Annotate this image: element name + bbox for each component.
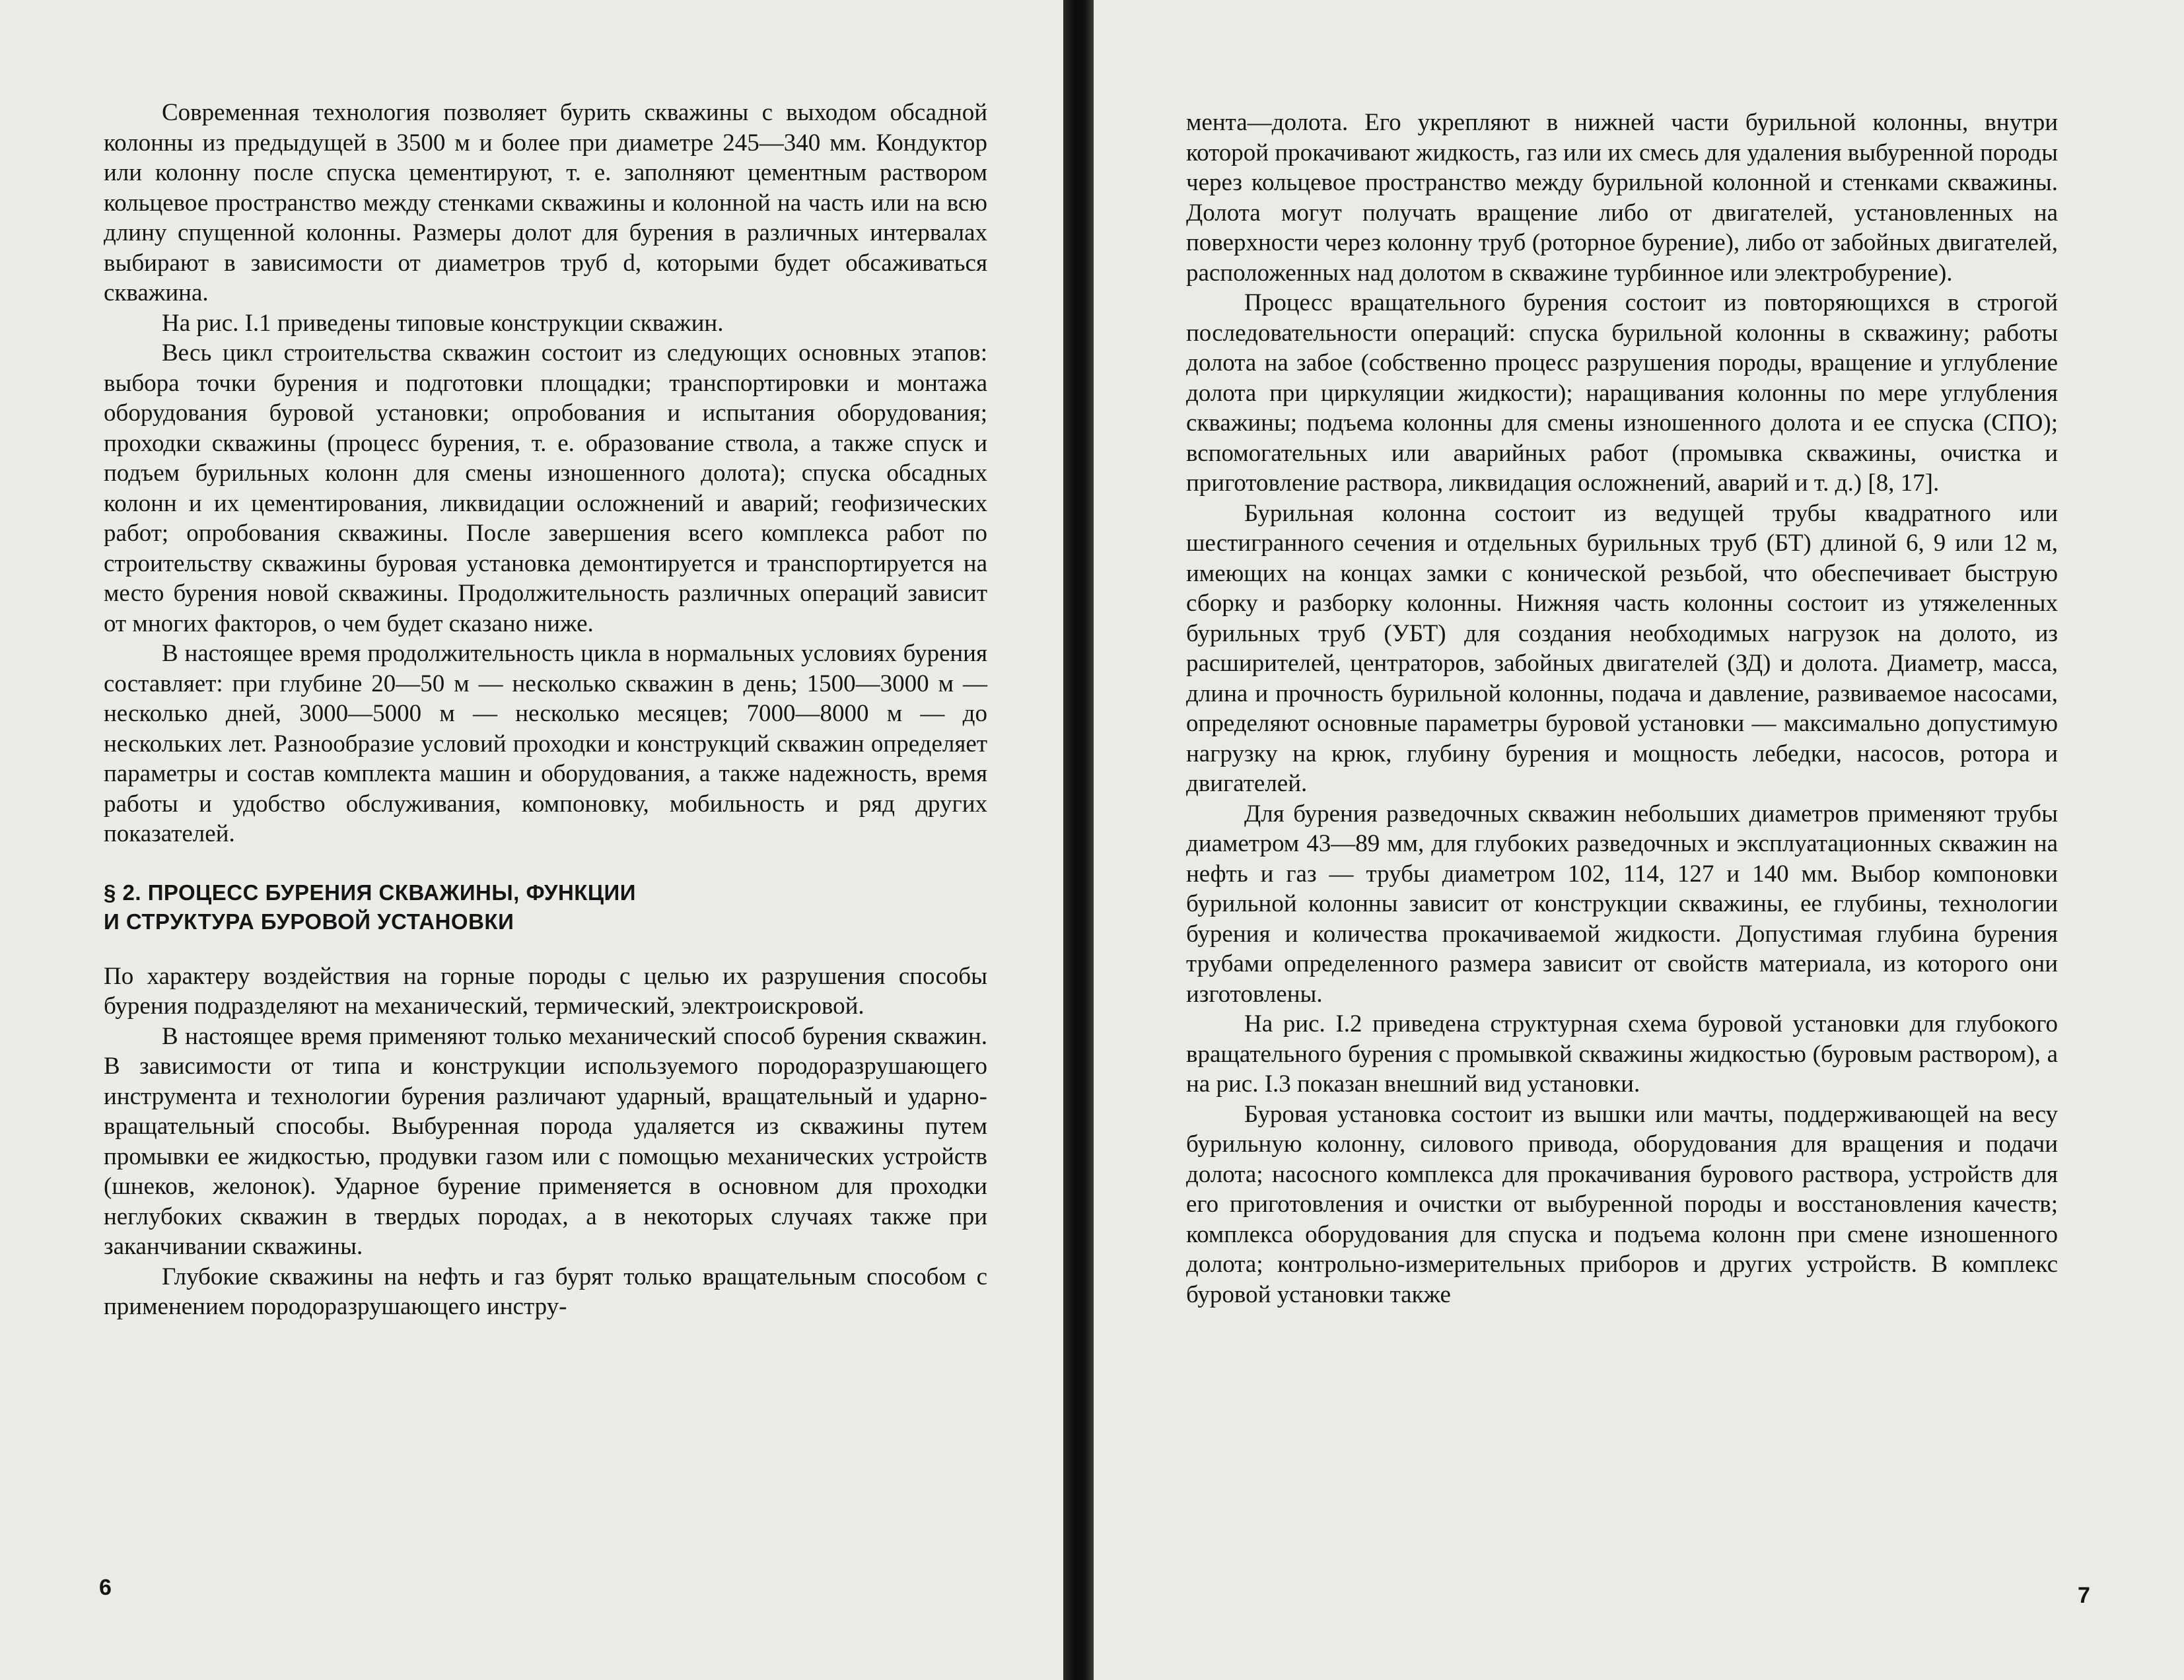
paragraph: Процесс вращательного бурения состоит из повторяющихся в строгой последовательности операций: спуска бурильной колонны в скважину; работы долота на забое (собственно процесс разрушения породы, вращение и углубление долота при циркуляции жидкости); наращивания колонны по мере углубления скважины; подъема колонны для смены изношенного долота и ее спуска (СПО); вспомогательных или аварийных работ (промывка скважины, очистка и приготовление раствора, ликвидация осложнений, аварий и т. д.) [8, 17]. — [1186, 289, 2058, 497]
paragraph: мента—долота. Его укрепляют в нижней части бурильной колонны, внутри которой прокачивают жидкость, газ или их смесь для удаления выбуренной породы через кольцевое пространство между бурильной колонной и стенками скважины. Долота могут получать вращение либо от двигателей, установленных на поверхности через колонну труб (роторное бурение), либо от забойных двигателей, расположенных над долотом в скважине турбинное или электробурение). — [1186, 109, 2058, 287]
paragraph: Буровая установка состоит из вышки или мачты, поддерживающей на весу бурильную колонну, силового привода, оборудования для вращения и подачи долота; насосного комплекса для прокачивания бурового раствора, устройств для его приготовления и очистки от выбуренной породы и восстановления качеств; комплекса оборудования для спуска и подъема колонн при смене изношенного долота; контрольно-измерительных приборов и других устройств. В комплекс буровой установки также — [1186, 1100, 2058, 1308]
paragraph: На рис. I.2 приведена структурная схема буровой установки для глубокого вращательного бурения с промывкой скважины жидкостью (буровым раствором), а на рис. I.3 показан внешний вид установки. — [1186, 1010, 2058, 1098]
section-heading-line-1: § 2. ПРОЦЕСС БУРЕНИЯ СКВАЖИНЫ, ФУНКЦИИ — [104, 880, 636, 905]
paragraph: Современная технология позволяет бурить скважины с выходом обсадной колонны из предыдущей в 3500 м и более при диаметре 245—340 мм. Кондуктор или колонну после спуска цементируют, т. е. заполняют цементным раствором кольцевое пространство между стенками скважины и колонной на часть или на всю длину спущенной колонны. Размеры долот для бурения в различных интервалах выбирают в зависимости от диаметров труб d, которыми будет обсаживаться скважина. — [104, 99, 987, 306]
paragraph: Бурильная колонна состоит из ведущей трубы квадратного или шестигранного сечения и отдельных бурильных труб (БТ) длиной 6, 9 или 12 м, имеющих на концах замки с конической резьбой, что обеспечивает быструю сборку и разборку колонны. Нижняя часть колонны состоит из утяжеленных бурильных труб (УБТ) для создания необходимых нагрузок на долото, из расширителей, центраторов, забойных двигателей (ЗД) и долота. Диаметр, масса, длина и прочность бурильной колонны, подача и давление, развиваемое насосами, определяют основные параметры буровой установки — максимально допустимую нагрузку на крюк, глубину бурения и мощность лебедки, насосов, ротора и двигателей. — [1186, 499, 2058, 797]
paragraph: Глубокие скважины на нефть и газ бурят только вращательным способом с применением породоразрушающего инстру- — [104, 1263, 987, 1320]
paragraph: В настоящее время применяют только механический способ бурения скважин. В зависимости от типа и конструкции используемого породоразрушающего инструмента и технологии бурения различают ударный, вращательный и ударно-вращательный способы. Выбуренная порода удаляется из скважины путем промывки ее жидкостью, продувки газом или с помощью механических устройств (шнеков, желонок). Ударное бурение применяется в основном для проходки неглубоких скважин в твердых породах, а в некоторых случаях также при заканчивании скважины. — [104, 1022, 987, 1260]
book-gutter — [1063, 0, 1094, 1680]
paragraph: В настоящее время продолжительность цикла в нормальных условиях бурения составляет: при глубине 20—50 м — несколько скважин в день; 1500—3000 м — несколько дней, 3000—5000 м — несколько месяцев; 7000—8000 м — до нескольких лет. Разнообразие условий проходки и конструкций скважин определяет параметры и состав комплекта машин и оборудования, а также надежность, время работы и удобство обслуживания, компоновку, мобильность и ряд других показателей. — [104, 640, 987, 847]
paragraph: Весь цикл строительства скважин состоит из следующих основных этапов: выбора точки бурения и подготовки площадки; транспортировки и монтажа оборудования буровой установки; опробования и испытания оборудования; проходки скважины (процесс бурения, т. е. образование ствола, а также спуск и подъем бурильных колонн для смены изношенного долота); спуска обсадных колонн и их цементирования, ликвидации осложнений и аварий; геофизических работ; опробования скважины. После завершения всего комплекса работ по строительству скважины буровая установка демонтируется и транспортируется на место бурения новой скважины. Продолжительность различных операций зависит от многих факторов, о чем будет сказано ниже. — [104, 339, 987, 637]
paragraph: Для бурения разведочных скважин небольших диаметров применяют трубы диаметром 43—89 мм, для глубоких разведочных и эксплуатационных скважин на нефть и газ — трубы диаметром 102, 114, 127 и 140 мм. Выбор компоновки бурильной колонны зависит от конструкции скважины, ее глубины, технологии бурения и количества прокачиваемой жидкости. Допустимая глубина бурения трубами определенного размера зависит от свойств материала, из которого они изготовлены. — [1186, 800, 2058, 1008]
page-number: 6 — [99, 1575, 112, 1600]
right-page-text-column — [1186, 108, 2058, 1310]
section-heading — [104, 878, 987, 936]
page-number: 7 — [2078, 1583, 2090, 1608]
paragraph: По характеру воздействия на горные породы с целью их разрушения способы бурения подразделяют на механический, термический, электроискровой. — [104, 962, 987, 1020]
section-heading-line-2: И СТРУКТУРА БУРОВОЙ УСТАНОВКИ — [104, 909, 514, 934]
left-page — [0, 0, 1063, 1680]
left-page-text-column — [104, 98, 987, 1322]
right-page — [1094, 0, 2184, 1680]
paragraph: На рис. I.1 приведены типовые конструкции скважин. — [162, 309, 724, 337]
